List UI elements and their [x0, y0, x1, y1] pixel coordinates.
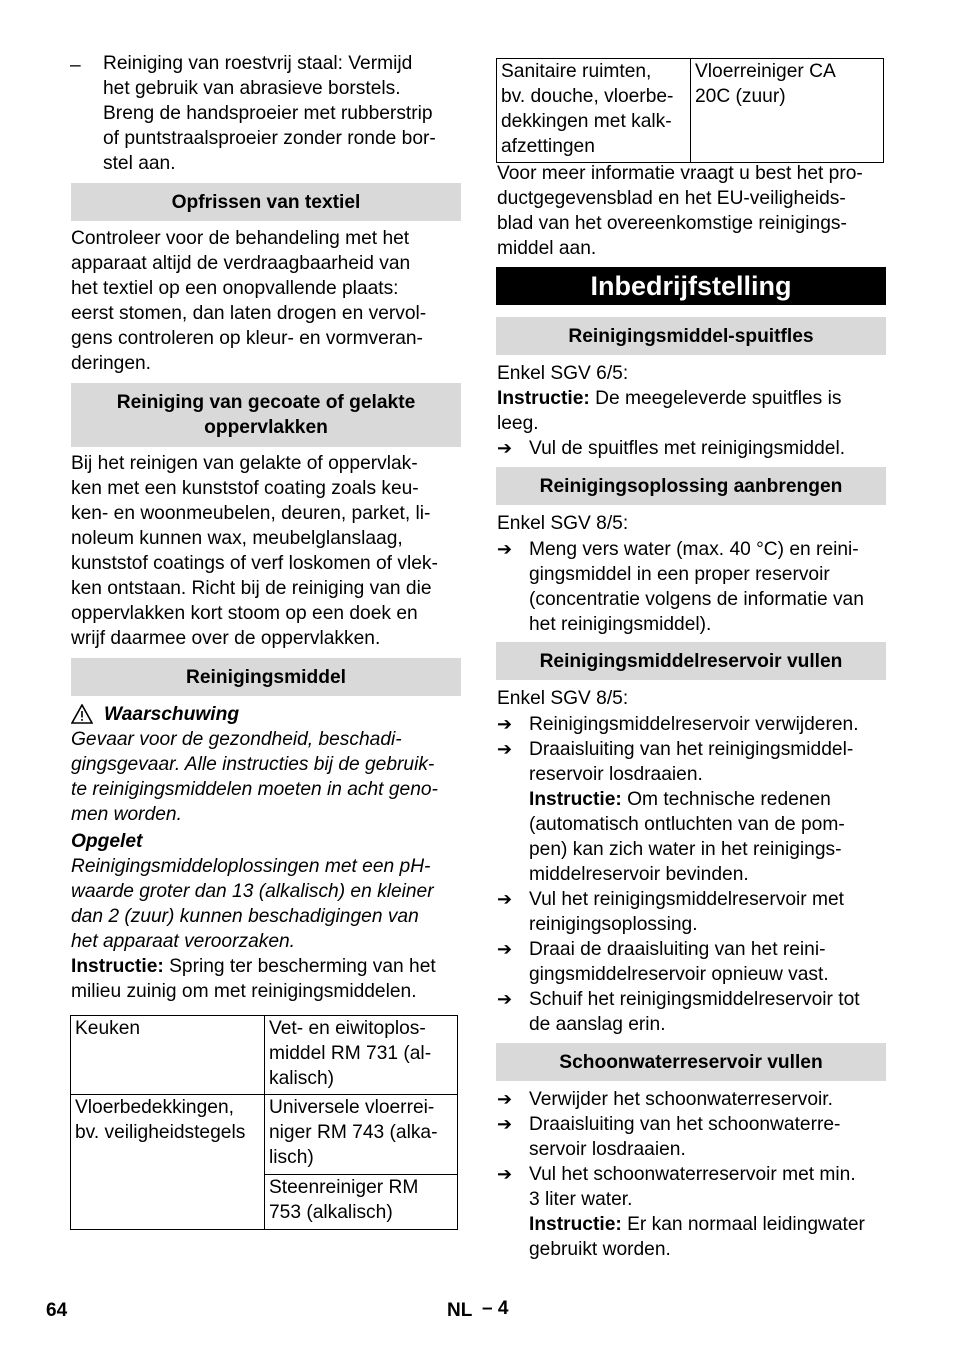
instruction-text: Om technische redenen (automatisch ontluchten van de pom- pen) kan zich water in het reinigings- middelreservoir bevinden. [529, 789, 845, 885]
opl-step: Meng vers water (max. 40 °C) en reini- gingsmiddel in een proper reservoir (concentratie volgens de informatie van het reinigingsmiddel). [529, 539, 864, 635]
heading-reinigingsmiddel: Reinigingsmiddel [71, 658, 461, 696]
caution-title: Opgelet [71, 831, 143, 852]
instruction-label: Instructie: [497, 388, 590, 409]
opl-enkel: Enkel SGV 8/5: [497, 513, 629, 534]
heading-opfrissen-textiel: Opfrissen van textiel [71, 183, 461, 221]
heading-gecoate-oppervlakken: Reiniging van gecoate of gelakte oppervlakken [71, 383, 461, 447]
cleaning-agent-table [70, 1015, 458, 1230]
table-cell: Keuken [71, 1016, 265, 1095]
heading-spuitfles: Reinigingsmiddel-spuitfles [496, 317, 886, 355]
res-step: Reinigingsmiddelreservoir verwijderen. [529, 714, 859, 735]
arrow-right-icon: ➔ [497, 1114, 513, 1134]
table-cell: Vloerreiniger CA 20C (zuur) [691, 59, 884, 163]
arrow-right-icon: ➔ [497, 539, 513, 559]
instruction-text: Er kan normaal leidingwater gebruikt worden. [529, 1214, 865, 1260]
heading-reservoir-vullen: Reinigingsmiddelreservoir vullen [496, 642, 886, 680]
arrow-right-icon: ➔ [497, 714, 513, 734]
schoon-instruction [529, 1212, 889, 1262]
table-cell: Universele vloerrei- niger RM 743 (alka- lisch) [265, 1095, 458, 1175]
res-instruction [529, 787, 889, 887]
sanitary-table [496, 58, 884, 163]
instruction-label: Instructie: [529, 1214, 622, 1235]
heading-inbedrijfstelling: Inbedrijfstelling [496, 267, 886, 305]
arrow-right-icon: ➔ [497, 438, 513, 458]
instruction-text: Spring ter bescherming van het milieu zuinig om met reinigingsmiddelen. [71, 956, 436, 1002]
schoon-step: Verwijder het schoonwaterreservoir. [529, 1089, 833, 1110]
instruction-label: Instructie: [71, 956, 164, 977]
res-step: Draaisluiting van het reinigingsmiddel- reservoir losdraaien. [529, 739, 854, 785]
arrow-right-icon: ➔ [497, 889, 513, 909]
instruction-text: De meegeleverde spuitfles is leeg. [497, 388, 842, 434]
heading-schoonwater: Schoonwaterreservoir vullen [496, 1043, 886, 1081]
arrow-right-icon: ➔ [497, 1164, 513, 1184]
spuit-step: Vul de spuitfles met reinigingsmiddel. [529, 438, 846, 459]
schoon-step: Draaisluiting van het schoonwaterre- servoir losdraaien. [529, 1114, 841, 1160]
res-step: Vul het reinigingsmiddelreservoir met reinigingsoplossing. [529, 889, 844, 935]
warning-text: Gevaar voor de gezondheid, beschadi- gingsgevaar. Alle instructies bij de gebruik- te reinigingsmiddelen moeten in acht geno- men worden. [71, 729, 438, 825]
arrow-right-icon: ➔ [497, 939, 513, 959]
caution-text: Reinigingsmiddeloplossingen met een pH- waarde groter dan 13 (alkalisch) en kleiner dan 2 (zuur) kunnen beschadigingen van het apparaat veroorzaken. [71, 856, 434, 952]
paragraph-gecoat: Bij het reinigen van gelakte of oppervlak- ken met een kunststof coating zoals keu- ken- en woonmeubelen, deuren, parket, li- noleum kunnen wax, meubelglanslaag, kunststof coatings of verf loskomen of vlek- ken ontstaan. Richt bij de reiniging van die oppervlakken kort stoom op een doek en wrijf daarmee over de oppervlakken. [71, 453, 438, 649]
res-step: Schuif het reinigingsmiddelreservoir tot de aanslag erin. [529, 989, 860, 1035]
heading-reinigingsoplossing: Reinigingsoplossing aanbrengen [496, 467, 886, 505]
warning-title: Waarschuwing [104, 704, 240, 725]
instruction-label: Instructie: [529, 789, 622, 810]
table-cell: Sanitaire ruimten, bv. douche, vloerbe- dekkingen met kalk- afzettingen [497, 59, 691, 163]
spuit-instruction [497, 386, 889, 436]
language-code: NL [447, 1300, 473, 1321]
page-number: 64 [46, 1300, 68, 1321]
arrow-right-icon: ➔ [497, 989, 513, 1009]
table-cell: Vloerbedekkingen, bv. veiligheidstegels [71, 1095, 265, 1230]
table-cell: Steenreiniger RM 753 (alkalisch) [265, 1175, 458, 1230]
dash-item-text: Reiniging van roestvrij staal: Vermijd het gebruik van abrasieve borstels. Breng de handsproeier met rubberstrip of puntstraalsproeier zonder ronde bor- stel aan. [103, 53, 436, 174]
schoon-step: Vul het schoonwaterreservoir met min. 3 liter water. [529, 1164, 856, 1210]
warning-triangle-icon [71, 704, 93, 724]
res-step: Draai de draaisluiting van het reini- gingsmiddelreservoir opnieuw vast. [529, 939, 829, 985]
paragraph-info: Voor meer informatie vraagt u best het pro- ductgegevensblad en het EU-veiligheids- blad van het overeenkomstige reinigings- middel aan. [497, 163, 863, 259]
res-enkel: Enkel SGV 8/5: [497, 688, 629, 709]
dash-bullet: – [70, 55, 81, 76]
sub-page-number: – 4 [482, 1298, 509, 1319]
instruction-paragraph [71, 954, 463, 1004]
table-cell: Vet- en eiwitoplos- middel RM 731 (al- kalisch) [265, 1016, 458, 1095]
arrow-right-icon: ➔ [497, 1089, 513, 1109]
arrow-right-icon: ➔ [497, 739, 513, 759]
paragraph-textiel: Controleer voor de behandeling met het apparaat altijd de verdraagbaarheid van het textiel op een onopvallende plaats: eerst stomen, dan laten drogen en vervol- gens controleren op kleur- en vormveran- deringen. [71, 228, 427, 374]
spuit-enkel: Enkel SGV 6/5: [497, 363, 629, 384]
